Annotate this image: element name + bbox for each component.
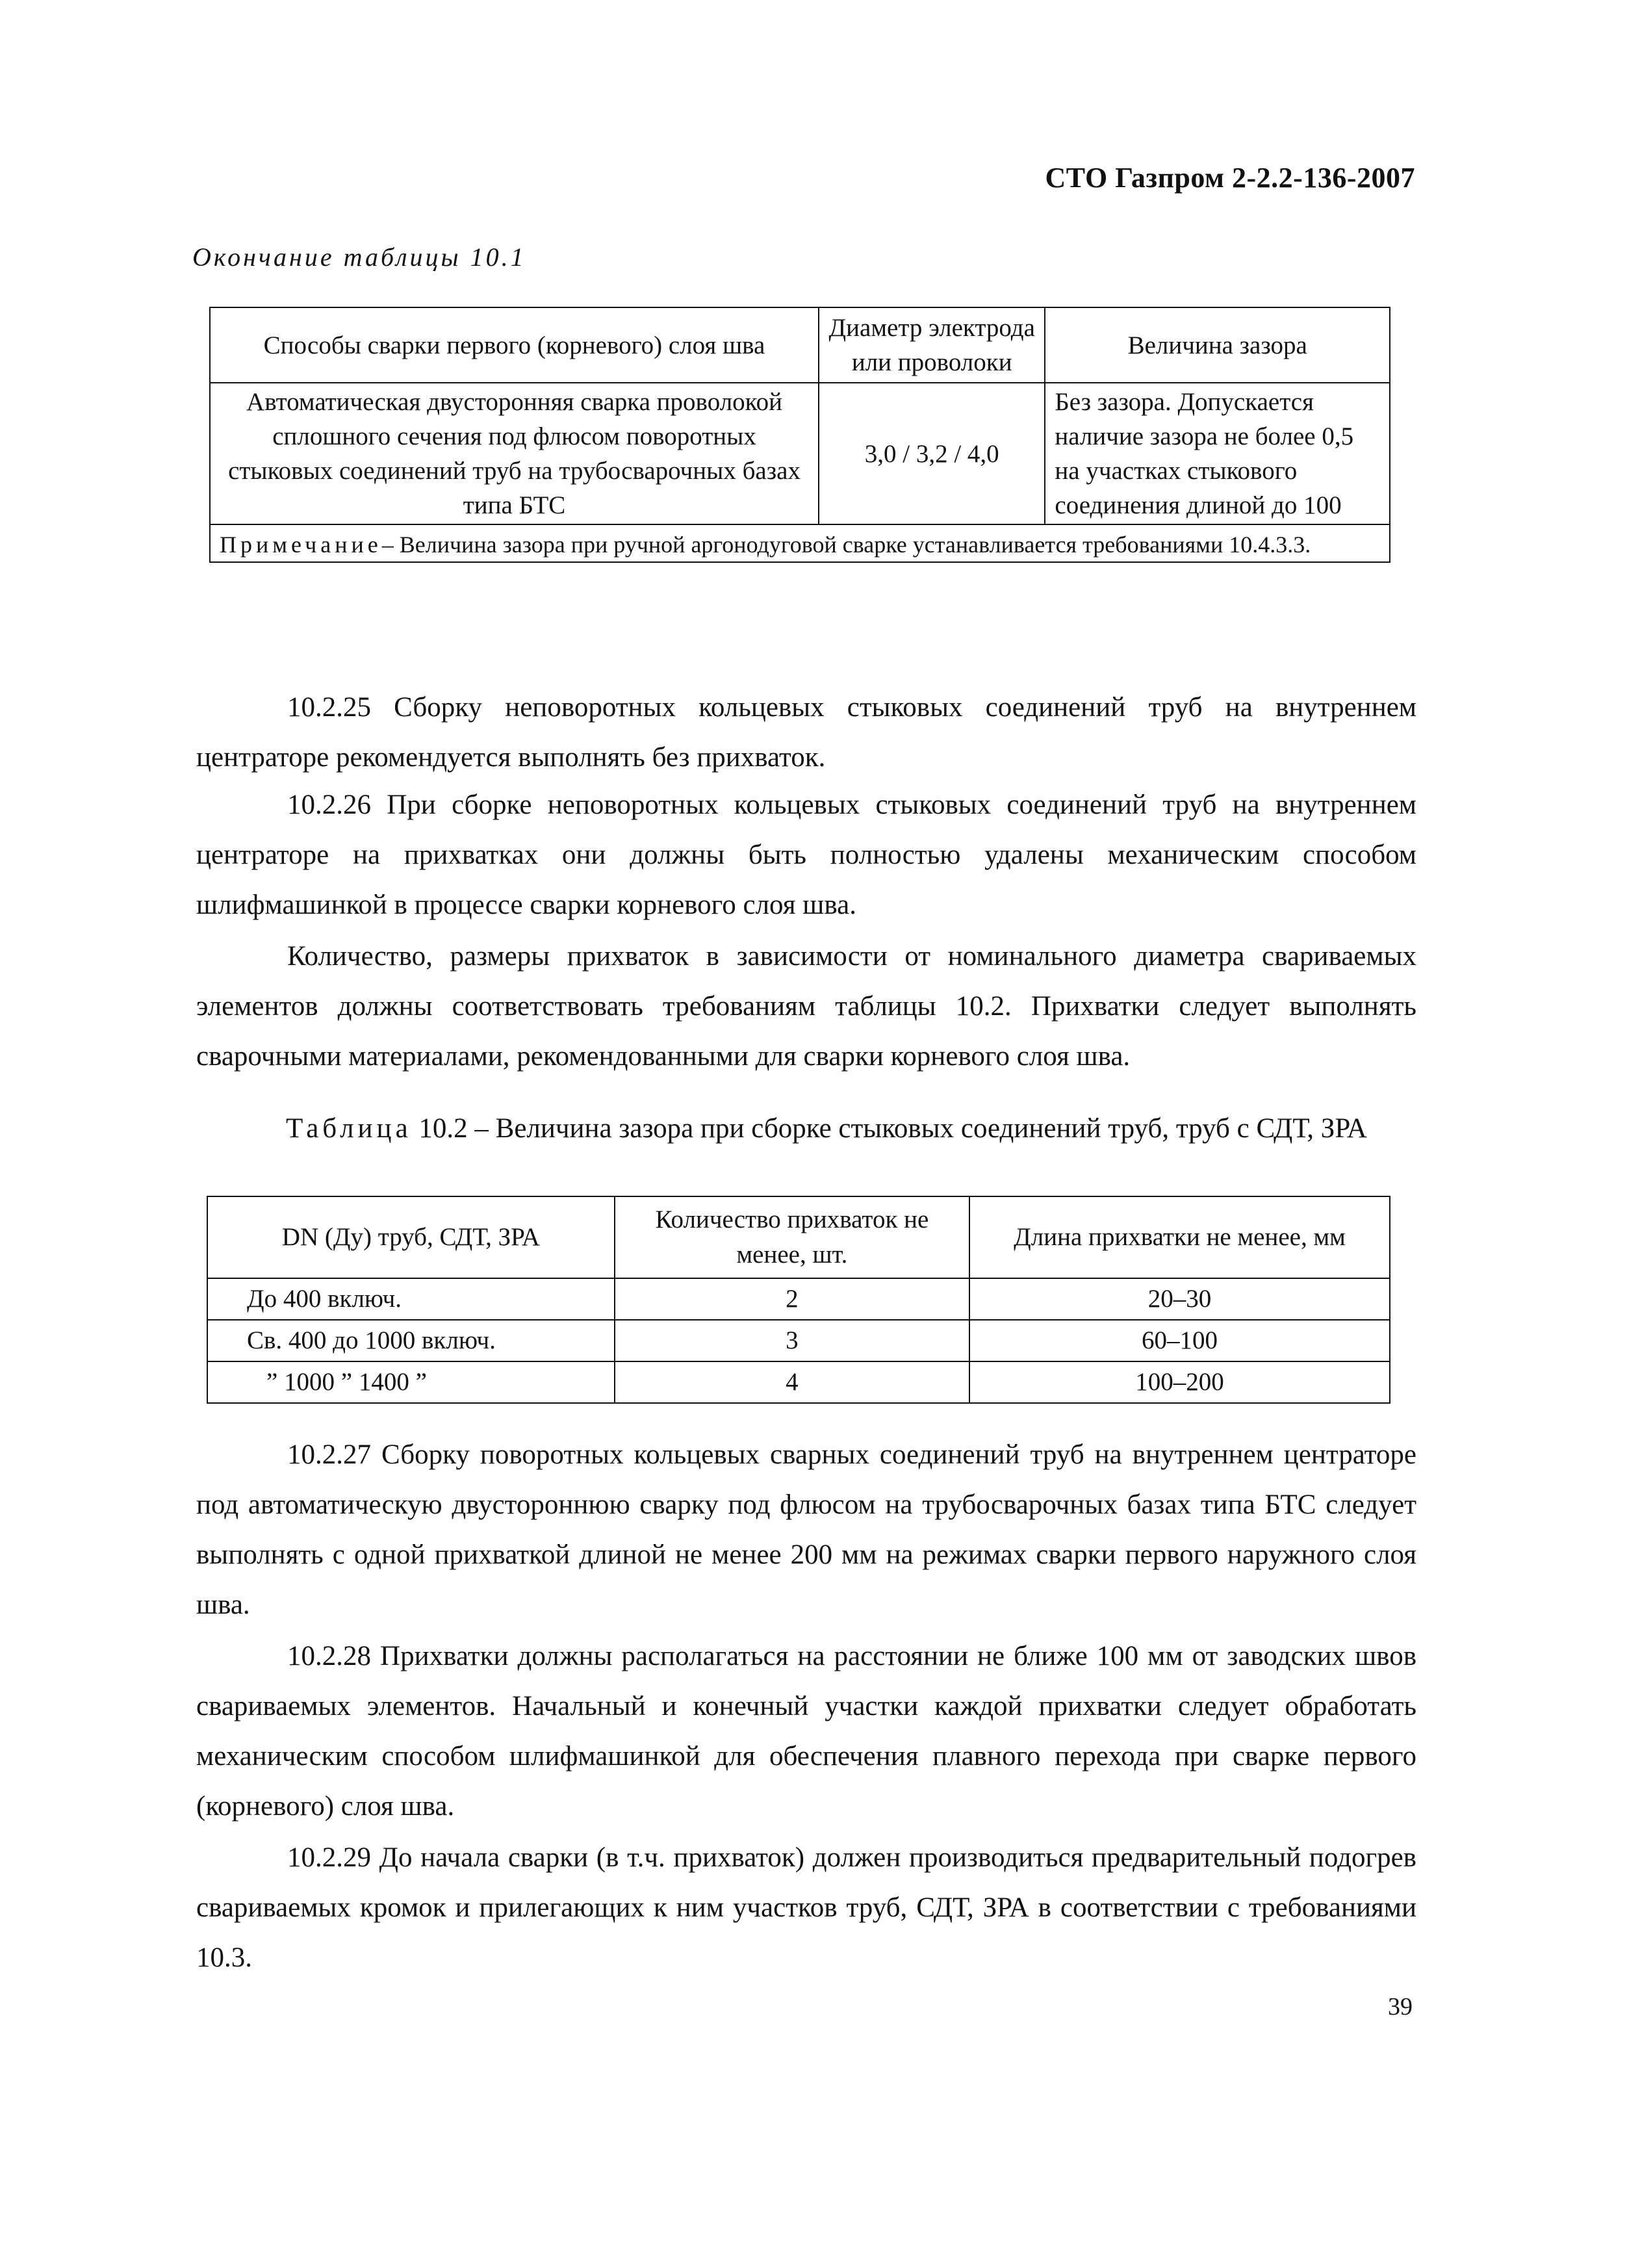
header-dn: DN (Ду) труб, СДТ, ЗРА — [207, 1196, 615, 1278]
paragraph-text: Количество, размеры прихваток в зависимости от номинального диаметра свариваемых элементов должны соответствовать требованиям таблицы 10.2. Прихватки следует выполнять сварочными материалами, рекомендованными для сварки корневого слоя шва. — [196, 941, 1416, 1072]
paragraph-text: 10.2.29 До начала сварки (в т.ч. прихваток) должен производиться предварительный подогрев свариваемых кромок и прилегающих к ним участков труб, СДТ, ЗРА в соответствии с требованиями 10.3. — [196, 1842, 1416, 1973]
cell-dn: ” 1000 ” 1400 ” — [207, 1361, 615, 1403]
cell-count: 4 — [615, 1361, 969, 1403]
paragraph-10-2-26 — [196, 780, 1416, 930]
page-number: 39 — [1388, 1993, 1413, 2020]
caption-label: Таблица — [286, 1113, 412, 1144]
caption-text: 10.2 – Величина зазора при сборке стыковых соединений труб, труб с СДТ, ЗРА — [418, 1113, 1367, 1144]
table-10-1 — [209, 307, 1390, 563]
paragraph-10-2-28 — [196, 1631, 1416, 1831]
note-text: – Величина зазора при ручной аргонодуговой сварке устанавливается требованиями 10.4.3.3. — [381, 532, 1311, 558]
paragraph-10-2-29 — [196, 1833, 1416, 1983]
cell-dn: Св. 400 до 1000 включ. — [207, 1320, 615, 1361]
paragraph-10-2-27 — [196, 1430, 1416, 1630]
table-row — [207, 1361, 1390, 1403]
cell-method: Автоматическая двусторонняя сварка проволокой сплошного сечения под флюсом поворотных стыковых соединений труб на трубосварочных базах типа БТС — [210, 383, 819, 524]
table-note — [210, 524, 1390, 562]
paragraph-10-2-25 — [196, 682, 1416, 782]
cell-dn: До 400 включ. — [207, 1278, 615, 1320]
paragraph-quantity — [196, 931, 1416, 1081]
note-label: Примечание — [220, 532, 382, 558]
header-tack-length: Длина прихватки не менее, мм — [969, 1196, 1390, 1278]
header-diameter: Диаметр электрода или проволоки — [819, 307, 1045, 383]
cell-diameter: 3,0 / 3,2 / 4,0 — [819, 383, 1045, 524]
header-gap: Величина зазора — [1045, 307, 1390, 383]
table-row — [207, 1320, 1390, 1361]
cell-length: 20–30 — [969, 1278, 1390, 1320]
table-header-row — [210, 307, 1390, 383]
header-method: Способы сварки первого (корневого) слоя шва — [210, 307, 819, 383]
table-row — [207, 1278, 1390, 1320]
cell-length: 60–100 — [969, 1320, 1390, 1361]
standard-code: СТО Газпром 2-2.2-136-2007 — [1045, 162, 1415, 194]
table-header-row — [207, 1196, 1390, 1278]
cell-length: 100–200 — [969, 1361, 1390, 1403]
table-10-1-caption: Окончание таблицы 10.1 — [192, 242, 526, 272]
cell-count: 3 — [615, 1320, 969, 1361]
table-row — [210, 383, 1390, 524]
table-note-row — [210, 524, 1390, 562]
paragraph-text: 10.2.27 Сборку поворотных кольцевых сварных соединений труб на внутреннем центраторе под автоматическую двустороннюю сварку под флюсом на трубосварочных базах типа БТС следует выполнять с одной прихваткой длиной не менее 200 мм на режимах сварки первого наружного слоя шва. — [196, 1439, 1416, 1620]
paragraph-text: 10.2.25 Сборку неповоротных кольцевых стыковых соединений труб на внутреннем центраторе рекомендуется выполнять без прихваток. — [196, 692, 1416, 773]
table-10-2 — [207, 1196, 1390, 1404]
paragraph-text: 10.2.28 Прихватки должны располагаться на расстоянии не ближе 100 мм от заводских швов свариваемых элементов. Начальный и конечный участки каждой прихватки следует обработать механическим способом шлифмашинкой для обеспечения плавного перехода при сварке первого (корневого) слоя шва. — [196, 1641, 1416, 1822]
table-10-2-caption — [286, 1113, 1367, 1144]
paragraph-text: 10.2.26 При сборке неповоротных кольцевых стыковых соединений труб на внутреннем центраторе на прихватках они должны быть полностью удалены механическим способом шлифмашинкой в процессе сварки корневого слоя шва. — [196, 790, 1416, 920]
header-tack-count: Количество прихваток не менее, шт. — [615, 1196, 969, 1278]
cell-gap: Без зазора. Допускается наличие зазора не более 0,5 на участках стыкового соединения длиной до 100 — [1045, 383, 1390, 524]
cell-count: 2 — [615, 1278, 969, 1320]
